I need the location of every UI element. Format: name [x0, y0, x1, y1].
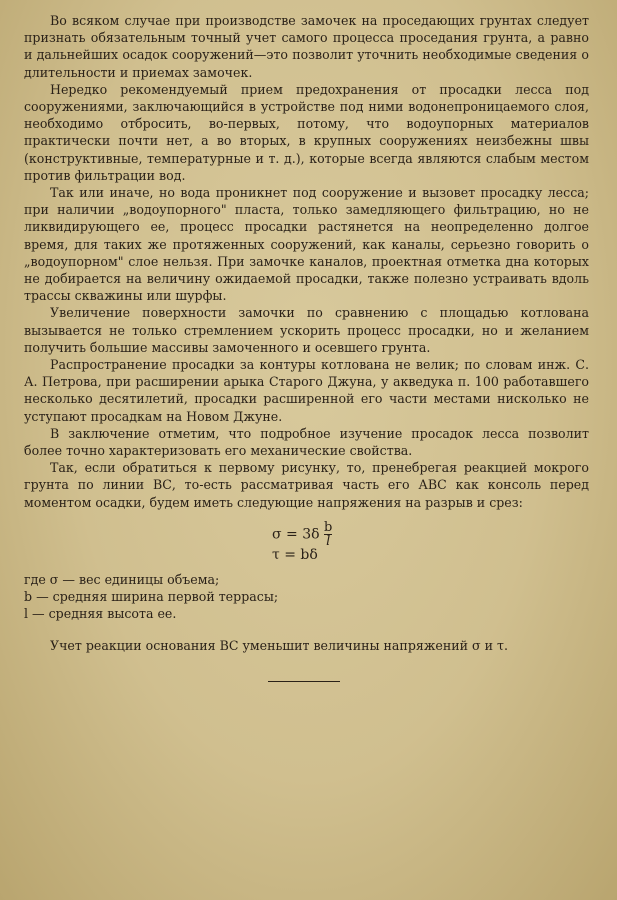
tau-formula: τ = bδ	[272, 546, 318, 563]
sigma-lhs: σ = 3δ	[272, 526, 320, 543]
paragraph-7: Так, если обратиться к первому рисунку, то, пренебрегая реакцией мокрого грунта по линии ВС, то-есть рассматривая часть его АВС как консоль перед моментом осадки, будем иметь следующие напряжения на разрыв и срез:	[24, 460, 589, 510]
definition-b: b — средняя ширина первой террасы;	[24, 589, 279, 605]
section-separator	[268, 681, 340, 682]
final-paragraph: Учет реакции основания ВС уменьшит величины напряжений σ и τ.	[50, 637, 509, 653]
paragraph-5: Распространение просадки за контуры котлована не велик; по словам инж. С. А. Петрова, при расширении арыка Старого Джуна, у акведука п. 100 работавшего несколько десятилетий, просадки расширенной его части местами нисколько не уступают просадкам на Новом Джуне.	[24, 357, 589, 424]
paragraph-6: В заключение отметим, что подробное изучение просадок лесса позволит более точно характеризовать его механические свойства.	[24, 425, 589, 459]
paragraph-1: Во всяком случае при производстве замочек на проседающих грунтах следует признать обязательным точный учет самого процесса проседания грунта, а равно и дальнейших осадок сооружений—это позволит уточнить необходимые сведения о длительности и приемах замочек.	[24, 13, 589, 80]
paragraph-2: Нередко рекомендуемый прием предохранения от просадки лесса под сооружениями, заключающийся в устройстве под ними водонепроницаемого слоя, необходимо отбросить, во-первых, потому, что водоупорных материалов практически почти нет, а во вторых, в крупных сооружениях неизбежны швы (конструктивные, температурные и т. д.), которые всегда являются слабым местом против фильтрации вод.	[24, 81, 589, 183]
sigma-numerator: b	[323, 519, 333, 535]
paragraph-4: Увеличение поверхности замочки по сравнению с площадью котлована вызывается не только стремлением ускорить процесс просадки, но и желанием получить большие массивы замоченного и осевшего грунта.	[24, 305, 589, 355]
definitions-list	[24, 571, 589, 623]
definition-l: l — средняя высота ее.	[24, 606, 177, 622]
sigma-denominator: l	[324, 534, 332, 548]
paragraph-3: Так или иначе, но вода проникнет под сооружение и вызовет просадку лесса; при наличии „водоупорного" пласта, только замедляющего фильтрацию, но не ликвидирующего ее, процесс просадки растянется на неопределенно долгое время, для таких же протяженных сооружений, как каналы, серьезно говорить о „водоупорном" слое нельзя. При замочке каналов, проектная отметка дна которых не добирается на величину ожидаемой просадки, также полезно устраивать вдоль трассы скважины или шурфы.	[24, 185, 589, 304]
definition-sigma: где σ — вес единицы объема;	[24, 571, 220, 587]
sigma-fraction	[324, 521, 332, 548]
sigma-formula	[272, 521, 332, 548]
formula-block	[24, 513, 589, 569]
